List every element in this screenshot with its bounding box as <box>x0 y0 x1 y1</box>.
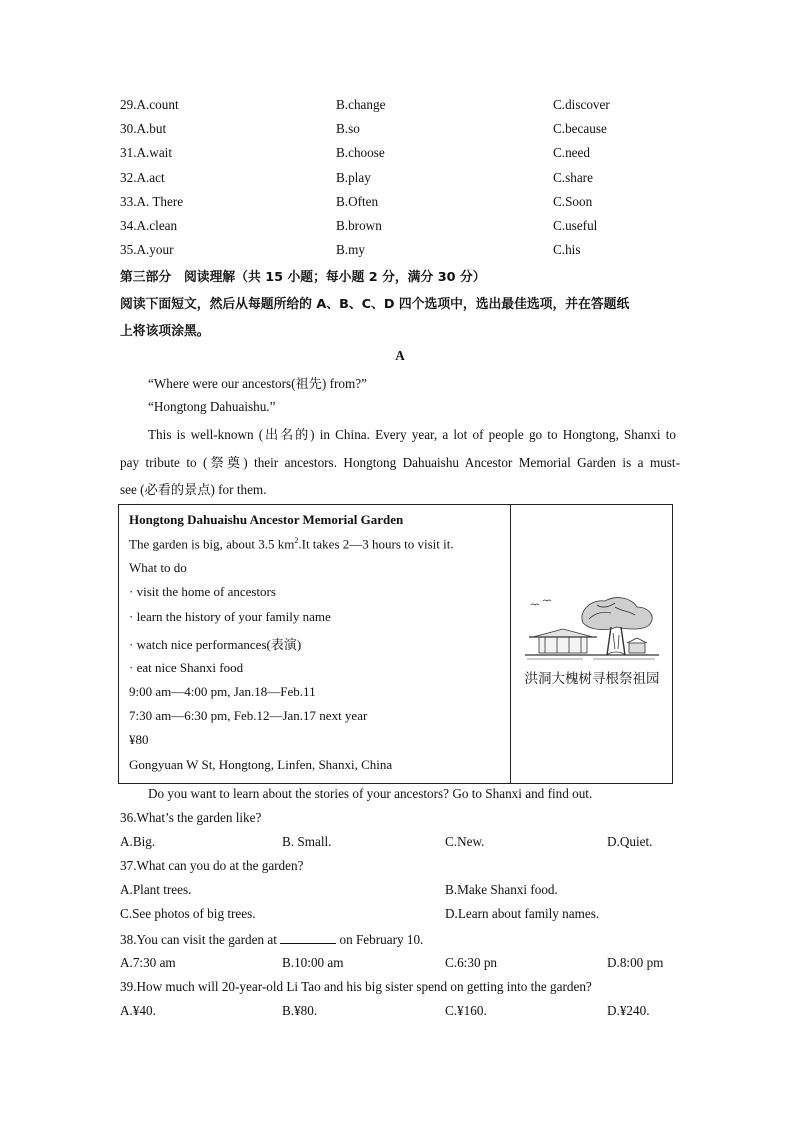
option-c: C.because <box>553 121 607 136</box>
garden-size: The garden is big, about 3.5 $km^2.It$ takes 2—3 hours to visit it. <box>129 536 454 552</box>
answer-row-39 <box>120 1003 680 1023</box>
image-caption: 洪洞大槐树寻根祭祖园 <box>524 671 660 687</box>
section-instruction: 阅读下面短文，然后从每题所给的 A、B、C、D 四个选项中，选出最佳选项，并在答题纸 <box>120 297 630 312</box>
option-b: B.play <box>336 170 371 185</box>
answer-option-c: C.6:30 pn <box>445 955 498 970</box>
passage-paragraph: see (必看的景点) for them. <box>120 482 267 497</box>
todo-item: · visit the home of ancestors <box>129 584 276 599</box>
answer-option-a: A.Big. <box>120 834 156 849</box>
passage-paragraph: pay tribute to (祭奠) their ancestors. Hongtong Dahuaishu Ancestor Memorial Garden is a must- <box>120 455 680 470</box>
answer-option-c: C.¥160. <box>445 1003 487 1018</box>
answer-option-a: A.¥40. <box>120 1003 156 1018</box>
answer-option-c: C.See photos of big trees. <box>120 906 256 921</box>
passage-paragraph: This is well-known (出名的) in China. Every year, a lot of people go to Hongtong, Shanxi to <box>148 427 676 442</box>
option-a: 34.A.clean <box>120 218 178 233</box>
answer-option-b: B.10:00 am <box>282 955 344 970</box>
option-c: C.Soon <box>553 194 593 209</box>
option-c: C.share <box>553 170 593 185</box>
question-36: 36.What’s the garden like? <box>120 810 262 825</box>
option-b: B.choose <box>336 145 385 160</box>
todo-item: · eat nice Shanxi food <box>129 660 244 675</box>
passage-closing: Do you want to learn about the stories of your ancestors? Go to Shanxi and find out. <box>148 786 593 801</box>
section-heading: 第三部分 阅读理解（共 15 小题；每小题 2 分，满分 30 分） <box>120 270 486 285</box>
option-a: 29.A.count <box>120 97 179 112</box>
info-table <box>118 504 673 784</box>
todo-item: · learn the history of your family name <box>129 609 331 624</box>
hours-winter: 9:00 am—4:00 pm, Jan.18—Feb.11 <box>129 684 316 699</box>
question-38: 38.You can visit the garden at on February 10. <box>120 932 424 947</box>
option-c: C.discover <box>553 97 610 112</box>
option-row-34 <box>120 218 680 238</box>
option-row-32 <box>120 170 680 190</box>
answer-option-a: A.7:30 am <box>120 955 176 970</box>
ancestral-tree-illustration <box>523 593 661 665</box>
option-c: C.need <box>553 145 590 160</box>
option-c: C.his <box>553 242 581 257</box>
option-b: B.my <box>336 242 365 257</box>
option-a: 35.A.your <box>120 242 174 257</box>
answer-row-37a <box>120 882 680 902</box>
option-b: B.change <box>336 97 386 112</box>
answer-option-b: B.Make Shanxi food. <box>445 882 558 897</box>
passage-line: “Hongtong Dahuaishu.” <box>148 399 276 414</box>
todo-item: · watch nice performances(表演) <box>129 637 302 652</box>
passage-letter: A <box>395 348 405 363</box>
answer-option-d: D.8:00 pm <box>607 955 664 970</box>
question-37: 37.What can you do at the garden? <box>120 858 304 873</box>
garden-address: Gongyuan W St, Hongtong, Linfen, Shanxi, China <box>129 757 393 772</box>
answer-option-d: D.Quiet. <box>607 834 653 849</box>
garden-title: Hongtong Dahuaishu Ancestor Memorial Garden <box>129 512 404 527</box>
option-row-31 <box>120 145 680 165</box>
answer-option-d: D.¥240. <box>607 1003 650 1018</box>
option-a: 33.A. There <box>120 194 184 209</box>
answer-option-c: C.New. <box>445 834 485 849</box>
option-b: B.Often <box>336 194 379 209</box>
option-a: 32.A.act <box>120 170 165 185</box>
option-row-29 <box>120 97 680 117</box>
ticket-price: ¥80 <box>129 732 149 747</box>
answer-blank <box>280 931 336 944</box>
table-divider <box>510 505 511 783</box>
answer-row-37b <box>120 906 680 926</box>
question-39: 39.How much will 20-year-old Li Tao and his big sister spend on getting into the garden? <box>120 979 592 994</box>
answer-row-38 <box>120 955 680 975</box>
section-instruction-cont: 上将该项涂黑。 <box>120 324 210 339</box>
hours-regular: 7:30 am—6:30 pm, Feb.12—Jan.17 next year <box>129 708 368 723</box>
answer-option-d: D.Learn about family names. <box>445 906 600 921</box>
option-a: 30.A.but <box>120 121 167 136</box>
option-row-33 <box>120 194 680 214</box>
passage-line: “Where were our ancestors(祖先) from?” <box>148 376 367 391</box>
todo-heading: What to do <box>129 560 187 575</box>
option-row-30 <box>120 121 680 141</box>
answer-option-a: A.Plant trees. <box>120 882 192 897</box>
option-c: C.useful <box>553 218 598 233</box>
option-a: 31.A.wait <box>120 145 173 160</box>
answer-row-36 <box>120 834 680 854</box>
option-b: B.brown <box>336 218 382 233</box>
option-row-35 <box>120 242 680 262</box>
answer-option-b: B.¥80. <box>282 1003 318 1018</box>
answer-option-b: B. Small. <box>282 834 332 849</box>
option-b: B.so <box>336 121 360 136</box>
